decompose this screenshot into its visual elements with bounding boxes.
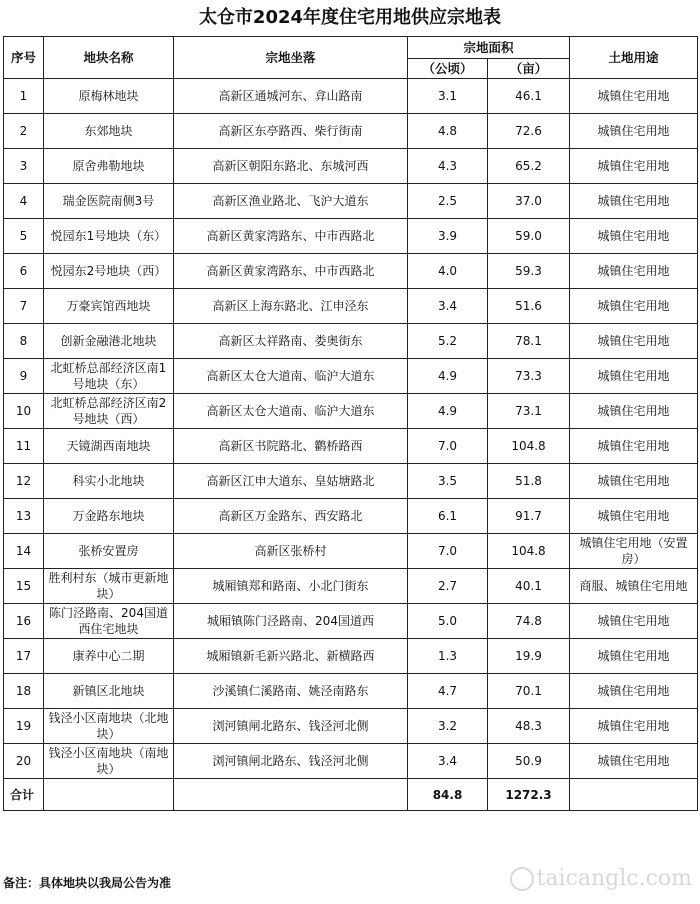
row-index: 7: [4, 289, 44, 324]
row-area-ha: 3.4: [408, 289, 488, 324]
row-area-mu: 59.3: [488, 254, 570, 289]
header-area: 宗地面积: [408, 37, 570, 59]
header-location: 宗地坐落: [174, 37, 408, 79]
total-area-ha: 84.8: [408, 779, 488, 811]
header-index: 序号: [4, 37, 44, 79]
row-land-use: 城镇住宅用地: [570, 149, 698, 184]
total-empty-cell: [174, 779, 408, 811]
row-land-use: 城镇住宅用地: [570, 359, 698, 394]
row-land-use: 城镇住宅用地: [570, 394, 698, 429]
row-parcel-name: 原舍弗勒地块: [44, 149, 174, 184]
row-area-ha: 4.9: [408, 394, 488, 429]
row-location: 高新区张桥村: [174, 534, 408, 569]
row-index: 12: [4, 464, 44, 499]
row-land-use: 城镇住宅用地: [570, 604, 698, 639]
table-row: [4, 639, 698, 674]
row-area-ha: 4.9: [408, 359, 488, 394]
row-area-mu: 37.0: [488, 184, 570, 219]
row-area-mu: 70.1: [488, 674, 570, 709]
watermark-logo-icon: [510, 867, 534, 891]
row-area-mu: 73.1: [488, 394, 570, 429]
row-area-ha: 1.3: [408, 639, 488, 674]
row-area-ha: 3.2: [408, 709, 488, 744]
row-area-ha: 4.8: [408, 114, 488, 149]
row-location: 高新区通城河东、弇山路南: [174, 79, 408, 114]
row-land-use: 城镇住宅用地: [570, 219, 698, 254]
row-area-ha: 2.5: [408, 184, 488, 219]
row-parcel-name: 陈门泾路南、204国道西住宅地块: [44, 604, 174, 639]
row-land-use: 城镇住宅用地: [570, 254, 698, 289]
row-area-mu: 91.7: [488, 499, 570, 534]
row-location: 高新区江申大道东、皇姑塘路北: [174, 464, 408, 499]
row-location: 高新区万金路东、西安路北: [174, 499, 408, 534]
row-area-ha: 5.2: [408, 324, 488, 359]
row-land-use: 城镇住宅用地: [570, 639, 698, 674]
row-parcel-name: 科实小北地块: [44, 464, 174, 499]
row-parcel-name: 瑞金医院南侧3号: [44, 184, 174, 219]
row-location: 高新区太仓大道南、临沪大道东: [174, 359, 408, 394]
row-land-use: 商服、城镇住宅用地: [570, 569, 698, 604]
row-index: 6: [4, 254, 44, 289]
table-row: [4, 359, 698, 394]
row-land-use: 城镇住宅用地: [570, 114, 698, 149]
row-area-ha: 4.0: [408, 254, 488, 289]
row-parcel-name: 康养中心二期: [44, 639, 174, 674]
land-supply-table: [3, 36, 698, 811]
table-row: [4, 674, 698, 709]
row-location: 高新区太仓大道南、临沪大道东: [174, 394, 408, 429]
total-area-mu: 1272.3: [488, 779, 570, 811]
row-index: 10: [4, 394, 44, 429]
total-label: 合计: [4, 779, 44, 811]
row-area-mu: 65.2: [488, 149, 570, 184]
row-area-mu: 19.9: [488, 639, 570, 674]
table-row: [4, 604, 698, 639]
row-area-ha: 4.3: [408, 149, 488, 184]
row-area-mu: 104.8: [488, 534, 570, 569]
row-location: 沙溪镇仁溪路南、姚泾南路东: [174, 674, 408, 709]
table-row: [4, 184, 698, 219]
row-index: 13: [4, 499, 44, 534]
header-area-ha: （公顷）: [408, 59, 488, 79]
row-location: 高新区渔业路北、飞沪大道东: [174, 184, 408, 219]
row-land-use: 城镇住宅用地: [570, 324, 698, 359]
row-location: 高新区东亭路西、柴行街南: [174, 114, 408, 149]
watermark: [510, 866, 692, 891]
row-parcel-name: 万豪宾馆西地块: [44, 289, 174, 324]
row-area-ha: 4.7: [408, 674, 488, 709]
row-parcel-name: 万金路东地块: [44, 499, 174, 534]
row-area-ha: 7.0: [408, 429, 488, 464]
row-land-use: 城镇住宅用地: [570, 674, 698, 709]
total-empty-cell: [44, 779, 174, 811]
table-row: [4, 149, 698, 184]
row-location: 高新区书院路北、鹳桥路西: [174, 429, 408, 464]
row-index: 9: [4, 359, 44, 394]
table-row: [4, 254, 698, 289]
row-area-mu: 78.1: [488, 324, 570, 359]
row-land-use: 城镇住宅用地: [570, 429, 698, 464]
table-row: [4, 569, 698, 604]
row-land-use: 城镇住宅用地（安置房）: [570, 534, 698, 569]
table-row: [4, 709, 698, 744]
row-index: 20: [4, 744, 44, 779]
row-index: 1: [4, 79, 44, 114]
row-index: 11: [4, 429, 44, 464]
row-parcel-name: 胜利村东（城市更新地块）: [44, 569, 174, 604]
row-area-mu: 104.8: [488, 429, 570, 464]
row-area-mu: 51.6: [488, 289, 570, 324]
table-row: [4, 464, 698, 499]
row-index: 17: [4, 639, 44, 674]
watermark-text: taicanglc.com: [536, 866, 692, 891]
row-area-mu: 59.0: [488, 219, 570, 254]
row-area-mu: 40.1: [488, 569, 570, 604]
row-parcel-name: 钱泾小区南地块（北地块）: [44, 709, 174, 744]
table-row: [4, 114, 698, 149]
row-index: 15: [4, 569, 44, 604]
footnote: 备注：具体地块以我局公告为准: [3, 876, 172, 890]
row-area-ha: 3.5: [408, 464, 488, 499]
row-land-use: 城镇住宅用地: [570, 184, 698, 219]
row-area-ha: 5.0: [408, 604, 488, 639]
header-name: 地块名称: [44, 37, 174, 79]
row-land-use: 城镇住宅用地: [570, 709, 698, 744]
row-index: 18: [4, 674, 44, 709]
row-area-ha: 6.1: [408, 499, 488, 534]
row-area-ha: 3.1: [408, 79, 488, 114]
row-area-mu: 73.3: [488, 359, 570, 394]
row-location: 浏河镇闸北路东、钱泾河北侧: [174, 744, 408, 779]
table-row: [4, 499, 698, 534]
table-row: [4, 394, 698, 429]
row-area-ha: 7.0: [408, 534, 488, 569]
row-location: 高新区黄家湾路东、中市西路北: [174, 254, 408, 289]
row-parcel-name: 天镜湖西南地块: [44, 429, 174, 464]
row-index: 19: [4, 709, 44, 744]
row-area-ha: 3.9: [408, 219, 488, 254]
row-area-mu: 72.6: [488, 114, 570, 149]
row-parcel-name: 悦园东2号地块（西）: [44, 254, 174, 289]
row-parcel-name: 东郊地块: [44, 114, 174, 149]
table-row: [4, 429, 698, 464]
row-location: 城厢镇郑和路南、小北门街东: [174, 569, 408, 604]
table-row: [4, 219, 698, 254]
table-row: [4, 79, 698, 114]
row-parcel-name: 北虹桥总部经济区南2号地块（西）: [44, 394, 174, 429]
header-area-mu: （亩）: [488, 59, 570, 79]
row-parcel-name: 钱泾小区南地块（南地块）: [44, 744, 174, 779]
table-row: [4, 324, 698, 359]
row-location: 城厢镇新毛新兴路北、新横路西: [174, 639, 408, 674]
row-index: 8: [4, 324, 44, 359]
row-location: 高新区黄家湾路东、中市西路北: [174, 219, 408, 254]
row-area-ha: 2.7: [408, 569, 488, 604]
row-area-mu: 51.8: [488, 464, 570, 499]
row-land-use: 城镇住宅用地: [570, 499, 698, 534]
row-index: 3: [4, 149, 44, 184]
row-index: 5: [4, 219, 44, 254]
row-parcel-name: 悦园东1号地块（东）: [44, 219, 174, 254]
row-area-mu: 46.1: [488, 79, 570, 114]
row-area-mu: 50.9: [488, 744, 570, 779]
row-area-ha: 3.4: [408, 744, 488, 779]
row-parcel-name: 北虹桥总部经济区南1号地块（东）: [44, 359, 174, 394]
row-index: 4: [4, 184, 44, 219]
row-location: 高新区太祥路南、娄奥街东: [174, 324, 408, 359]
row-area-mu: 48.3: [488, 709, 570, 744]
header-use: 土地用途: [570, 37, 698, 79]
row-index: 16: [4, 604, 44, 639]
row-location: 城厢镇陈门泾路南、204国道西: [174, 604, 408, 639]
table-row: [4, 744, 698, 779]
row-location: 高新区上海东路北、江申泾东: [174, 289, 408, 324]
page-title: 太仓市2024年度住宅用地供应宗地表: [198, 7, 502, 28]
row-parcel-name: 新镇区北地块: [44, 674, 174, 709]
row-index: 14: [4, 534, 44, 569]
row-area-mu: 74.8: [488, 604, 570, 639]
row-land-use: 城镇住宅用地: [570, 79, 698, 114]
row-parcel-name: 张桥安置房: [44, 534, 174, 569]
row-land-use: 城镇住宅用地: [570, 744, 698, 779]
row-location: 高新区朝阳东路北、东城河西: [174, 149, 408, 184]
row-location: 浏河镇闸北路东、钱泾河北侧: [174, 709, 408, 744]
row-land-use: 城镇住宅用地: [570, 464, 698, 499]
table-row: [4, 534, 698, 569]
row-parcel-name: 创新金融港北地块: [44, 324, 174, 359]
row-index: 2: [4, 114, 44, 149]
total-empty-cell: [570, 779, 698, 811]
row-land-use: 城镇住宅用地: [570, 289, 698, 324]
row-parcel-name: 原梅林地块: [44, 79, 174, 114]
total-row: [4, 779, 698, 811]
table-row: [4, 289, 698, 324]
